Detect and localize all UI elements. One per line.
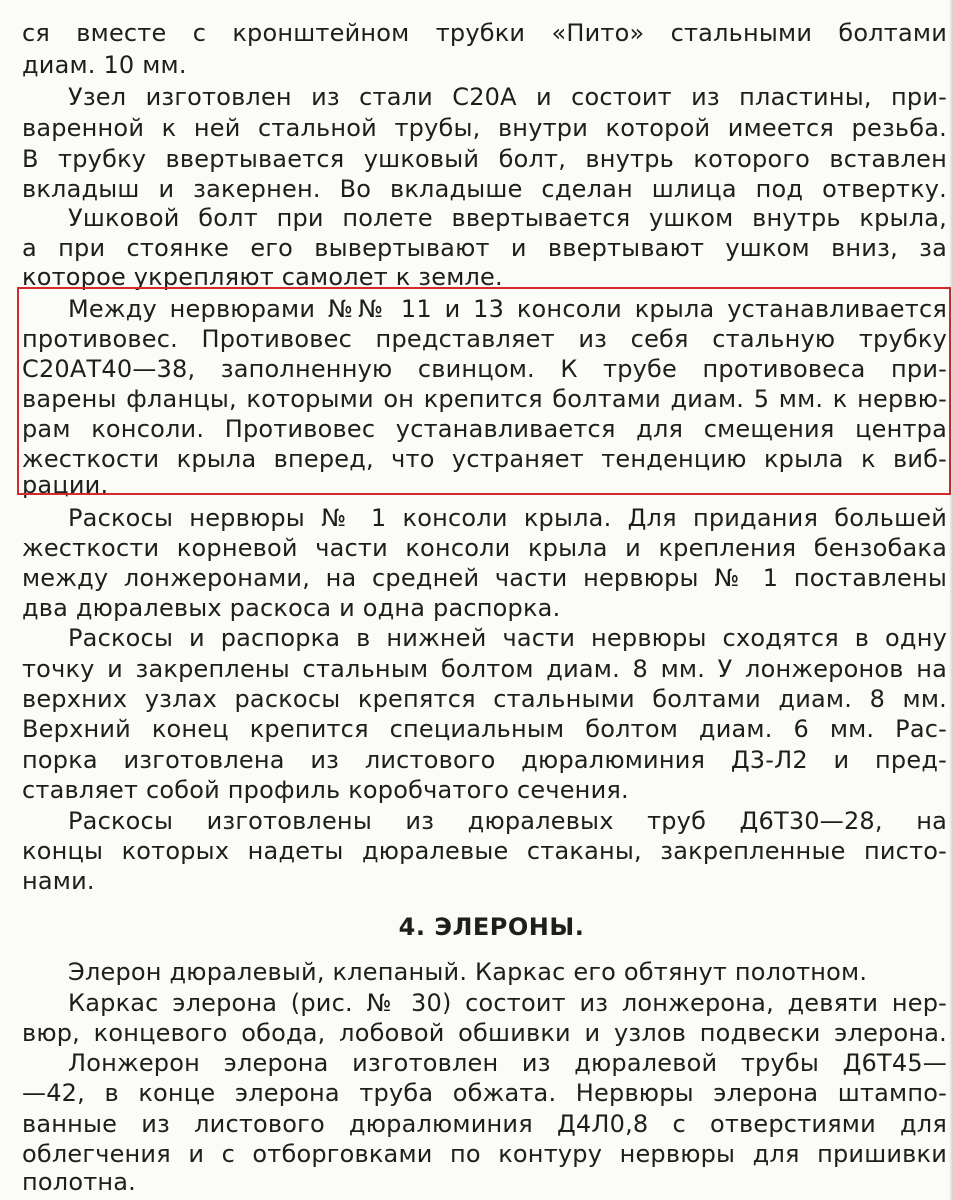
highlighted-text-line: С20АТ40—38, заполненную свинцом. К трубе противовеса при- (22, 355, 947, 383)
text-line: Узел изготовлен из стали С20А и состоит из пластины, при- (68, 83, 947, 111)
highlighted-text-line: варены фланцы, которыми он крепится болтами диам. 5 мм. к нервю- (22, 385, 947, 413)
text-line: концы которых надеты дюралевые стаканы, закрепленные писто- (22, 837, 947, 865)
page-edge-shadow (949, 0, 953, 1200)
text-line: Раскосы и распорка в нижней части нервюры сходятся в одну (68, 624, 947, 652)
highlighted-text-line: Между нервюрами №№ 11 и 13 консоли крыла устанавливается (68, 295, 947, 323)
text-line: два дюралевых раскоса и одна распорка. (22, 594, 561, 622)
text-line: между лонжеронами, на средней части нервюры № 1 поставлены (22, 564, 947, 592)
text-line: порка изготовлена из листового дюралюминия Д3-Л2 и пред- (22, 746, 947, 774)
text-line: верхних узлах раскосы крепятся стальными болтами диам. 8 мм. (22, 685, 947, 713)
text-line: облегчения и с отборговками по контуру нервюры для пришивки (22, 1140, 947, 1168)
highlighted-text-line: жесткости крыла вперед, что устраняет тенденцию крыла к виб- (22, 445, 947, 473)
text-line: которое укрепляют самолет к земле. (22, 263, 503, 291)
text-line: Верхний конец крепится специальным болтом диам. 6 мм. Рас- (22, 715, 947, 743)
text-line: ставляет собой профиль коробчатого сечения. (22, 776, 629, 804)
highlighted-text-line: рации. (22, 471, 109, 499)
text-line: Ушковой болт при полете ввертывается ушком внутрь крыла, (68, 204, 947, 232)
text-line: Элерон дюралевый, клепаный. Каркас его обтянут полотном. (68, 958, 868, 986)
text-line: —42, в конце элерона труба обжата. Нервюры элерона штампо- (22, 1079, 947, 1107)
text-line: нами. (22, 867, 95, 895)
text-line: диам. 10 мм. (22, 51, 187, 79)
text-line: варенной к ней стальной трубы, внутри которой имеется резьба. (22, 114, 947, 142)
text-line: вкладыш и закернен. Во вкладыше сделан шлица под отвертку. (22, 175, 947, 203)
highlighted-text-line: противовес. Противовес представляет из себя стальную трубку (22, 325, 947, 353)
text-line: Раскосы нервюры № 1 консоли крыла. Для придания большей (68, 504, 947, 532)
highlighted-text-line: рам консоли. Противовес устанавливается для смещения центра (22, 415, 947, 443)
text-line: полотна. (22, 1168, 137, 1196)
text-line: Раскосы изготовлены из дюралевых труб Д6Т30—28, на (68, 807, 947, 835)
text-line: Лонжерон элерона изготовлен из дюралевой трубы Д6Т45— (68, 1049, 947, 1077)
section-heading: 4. ЭЛЕРОНЫ. (398, 913, 585, 941)
text-line: точку и закреплены стальным болтом диам. 8 мм. У лонжеронов на (22, 655, 947, 683)
text-line: ся вместе с кронштейном трубки «Пито» стальными болтами (22, 19, 947, 47)
text-line: а при стоянке его вывертывают и ввертывают ушком вниз, за (22, 234, 947, 262)
text-line: Каркас элерона (рис. № 30) состоит из лонжерона, девяти нер- (68, 989, 947, 1017)
text-line: жесткости корневой части консоли крыла и крепления бензобака (22, 534, 947, 562)
text-line: В трубку ввертывается ушковый болт, внутрь которого вставлен (22, 145, 947, 173)
text-line: ванные из листового дюралюминия Д4Л0,8 с отверстиями для (22, 1110, 947, 1138)
text-line: вюр, концевого обода, лобовой обшивки и узлов подвески элерона. (22, 1019, 947, 1047)
